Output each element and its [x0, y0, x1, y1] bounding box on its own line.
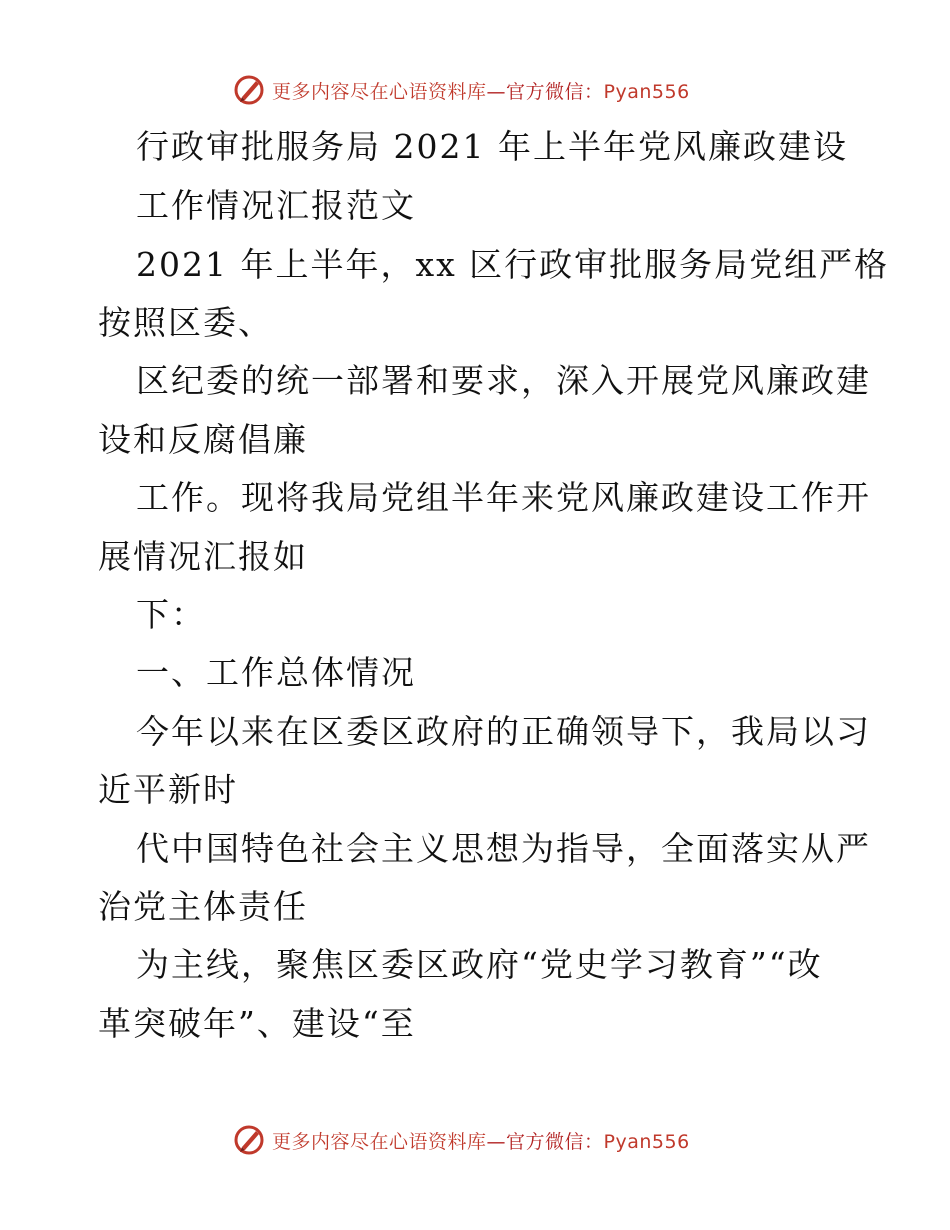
watermark-footer [232, 1122, 712, 1158]
paragraph-line: 2021 年上半年，xx 区行政审批服务局党组严格 [136, 245, 890, 284]
watermark-header [232, 72, 712, 108]
watermark-separator: —官方微信： [486, 80, 604, 103]
paragraph-line: 按照区委、 [98, 303, 273, 342]
watermark-text [272, 77, 690, 104]
pen-logo-icon [232, 73, 266, 107]
watermark-main: 更多内容尽在心语资料库 [272, 80, 487, 103]
paragraph-line: 代中国特色社会主义思想为指导，全面落实从严 [136, 829, 871, 868]
paragraph-line: 革突破年”、建设“至 [98, 1004, 416, 1043]
watermark-text [272, 1127, 690, 1154]
paragraph-line: 今年以来在区委区政府的正确领导下，我局以习 [136, 712, 871, 751]
paragraph-line: 工作。现将我局党组半年来党风廉政建设工作开 [136, 478, 871, 517]
paragraph-line: 区纪委的统一部署和要求，深入开展党风廉政建 [136, 361, 871, 400]
pen-logo-icon [232, 1123, 266, 1157]
paragraph-line: 设和反腐倡廉 [98, 420, 308, 459]
watermark-main: 更多内容尽在心语资料库 [272, 1130, 487, 1153]
paragraph-line: 展情况汇报如 [98, 537, 308, 576]
doc-title-line-1: 行政审批服务局 2021 年上半年党风廉政建设 [136, 127, 848, 166]
watermark-wechat-id: Pyan556 [603, 80, 690, 103]
watermark-wechat-id: Pyan556 [603, 1130, 690, 1153]
watermark-separator: —官方微信： [486, 1130, 604, 1153]
paragraph-line: 治党主体责任 [98, 887, 308, 926]
paragraph-line: 近平新时 [98, 770, 238, 809]
doc-title-line-2: 工作情况汇报范文 [136, 186, 416, 225]
paragraph-line: 下： [136, 595, 206, 634]
paragraph-line: 为主线，聚焦区委区政府“党史学习教育”“改 [136, 945, 823, 984]
section-heading: 一、工作总体情况 [136, 653, 416, 692]
